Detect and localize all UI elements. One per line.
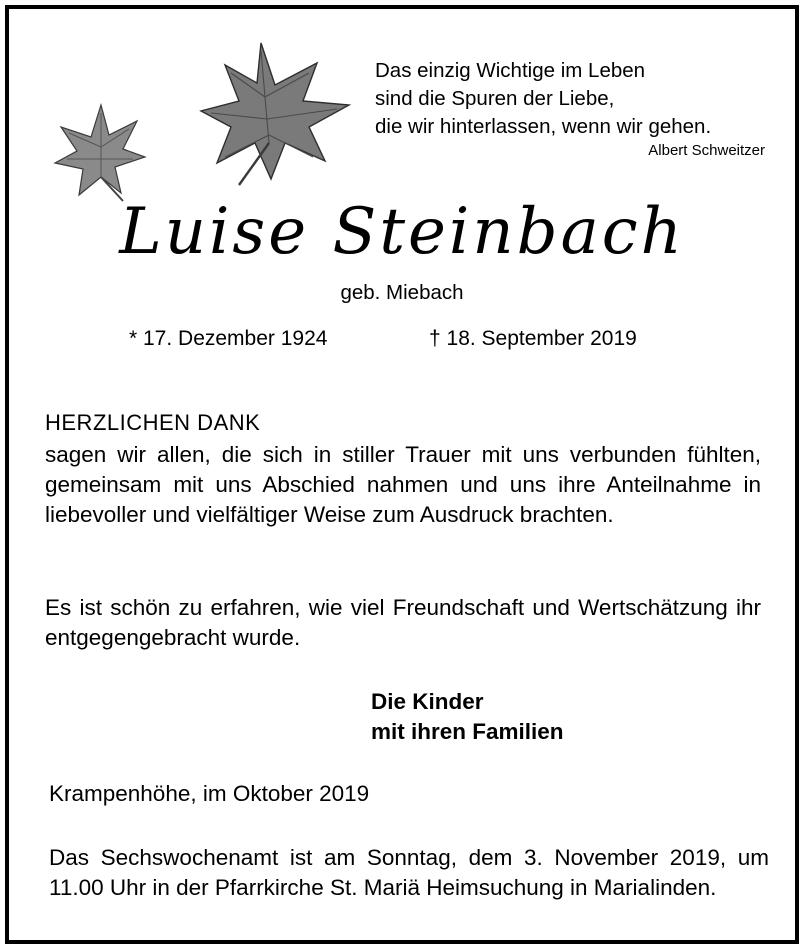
death-date: † 18. September 2019: [429, 327, 637, 350]
birth-date: * 17. Dezember 1924: [129, 327, 328, 350]
signature-line-1: Die Kinder: [371, 689, 484, 714]
quote-line-3: die wir hinterlassen, wenn wir gehen.: [375, 115, 712, 138]
born-name: geb. Miebach: [340, 281, 464, 304]
signature-line-2: mit ihren Familien: [371, 719, 564, 744]
thanks-paragraph-2: Es ist schön zu erfahren, wie viel Freundschaft und Wertschätzung ihr entgegengebracht wurde.: [45, 595, 761, 650]
thanks-paragraph-1: sagen wir allen, die sich in stiller Trauer mit uns verbunden fühlten, gemeinsam mit uns Abschied nahmen und uns ihre Anteilnahme in liebevoller und vielfältiger Weise zum Ausdruck brachten.: [45, 442, 761, 527]
signature: [371, 687, 564, 747]
quote-block: [375, 57, 795, 160]
quote-author: Albert Schweitzer: [648, 142, 765, 159]
mass-notice: Das Sechswochenamt ist am Sonntag, dem 3. November 2019, um 11.00 Uhr in der Pfarrkirche St. Mariä Heimsuchung in Marialinden.: [49, 845, 769, 900]
place-date: Krampenhöhe, im Oktober 2019: [49, 781, 370, 806]
maple-leaf-large-icon: [199, 39, 359, 189]
quote-line-1: Das einzig Wichtige im Leben: [375, 59, 646, 82]
quote-line-2: sind die Spuren der Liebe,: [375, 87, 615, 110]
obituary-card: [5, 5, 799, 944]
deceased-name: Luise Steinbach: [119, 195, 685, 269]
thanks-heading: HERZLICHEN DANK: [45, 410, 261, 435]
